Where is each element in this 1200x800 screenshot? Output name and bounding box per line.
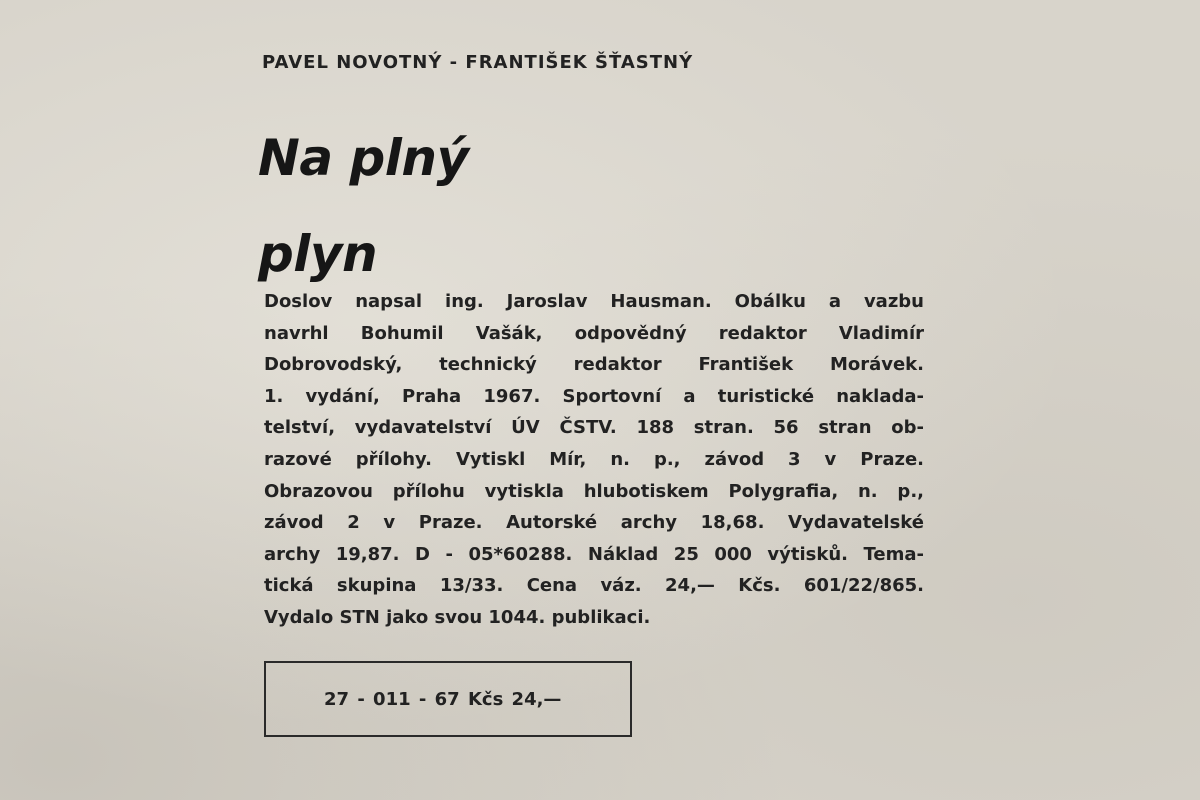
colophon-line: 1. vydání, Praha 1967. Sportovní a turistické naklada-	[264, 385, 924, 407]
colophon-line: tická skupina 13/33. Cena váz. 24,— Kčs. 601/22/865.	[264, 575, 924, 597]
title-line-2: plyn	[258, 225, 378, 283]
price-box	[264, 661, 632, 737]
colophon-line: archy 19,87. D - 05*60288. Náklad 25 000 výtisků. Tema-	[264, 543, 924, 565]
colophon-line: Doslov napsal ing. Jaroslav Hausman. Obálku a vazbu	[264, 291, 924, 312]
colophon-line: razové přílohy. Vytiskl Mír, n. p., závod 3 v Praze.	[264, 448, 924, 470]
colophon-text	[264, 286, 924, 634]
colophon-line: navrhl Bohumil Vašák, odpovědný redaktor Vladimír	[264, 322, 924, 344]
authors-line: PAVEL NOVOTNÝ - FRANTIŠEK ŠŤASTNÝ	[262, 52, 694, 73]
colophon-line: Vydalo STN jako svou 1044. publikaci.	[264, 606, 651, 628]
book-title	[258, 110, 469, 302]
colophon-line: telství, vydavatelství ÚV ČSTV. 188 stran. 56 stran ob-	[264, 417, 924, 439]
colophon-line: Dobrovodský, technický redaktor František Morávek.	[264, 354, 924, 376]
title-line-1: Na plný	[258, 129, 469, 187]
price-code: 27 - 011 - 67 Kčs 24,—	[324, 689, 562, 710]
colophon-line: závod 2 v Praze. Autorské archy 18,68. Vydavatelské	[264, 512, 924, 534]
colophon-line: Obrazovou přílohu vytiskla hlubotiskem Polygrafia, n. p.,	[264, 480, 924, 502]
